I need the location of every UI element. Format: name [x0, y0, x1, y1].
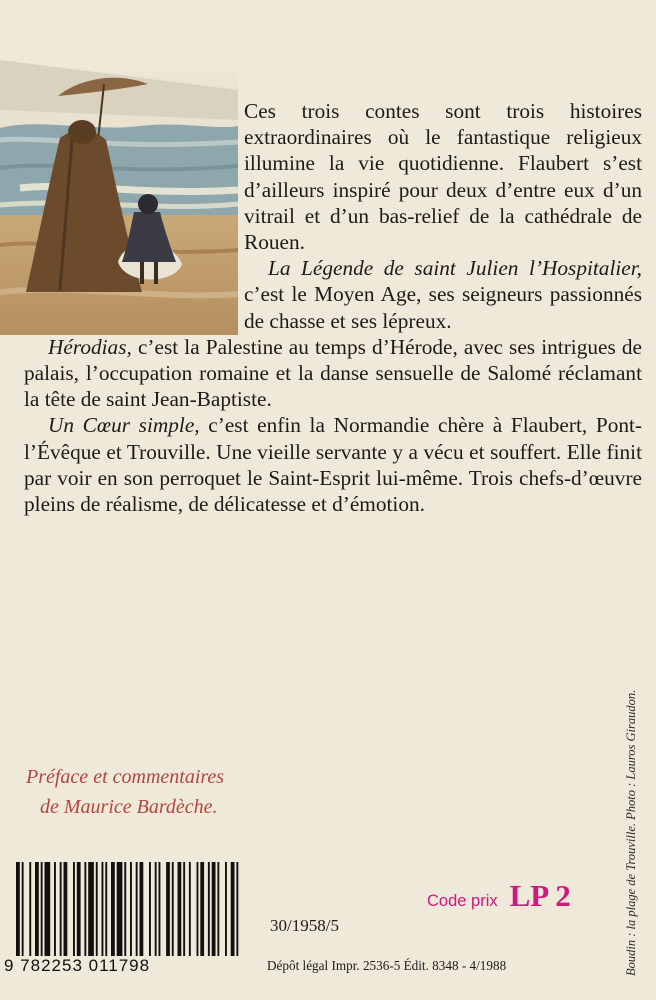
barcode-bar — [64, 862, 68, 958]
legal-deposit: Dépôt légal Impr. 2536-5 Édit. 8348 - 4/1988 — [267, 958, 507, 973]
barcode-bar — [102, 862, 104, 958]
barcode-bar — [183, 862, 185, 958]
barcode-bar — [149, 862, 151, 958]
barcode-bar — [212, 862, 216, 958]
barcode-bar — [16, 862, 20, 958]
barcode-bar — [225, 862, 227, 958]
barcode-bar — [41, 862, 43, 958]
preface-credit — [26, 762, 224, 822]
barcode-bar — [84, 862, 86, 958]
saint-julien-title: La Légende de saint Julien l’Hospitalier, — [268, 256, 642, 281]
preface-line-1: Préface et commentaires — [26, 766, 225, 788]
barcode-bar — [96, 862, 98, 958]
herodias-title: Hérodias, — [48, 334, 132, 359]
barcode-bar — [88, 862, 94, 958]
barcode-bar — [231, 862, 235, 958]
barcode-bar — [73, 862, 75, 958]
barcode-bar — [172, 862, 174, 958]
price-code — [427, 878, 571, 914]
barcode-bar — [54, 862, 56, 958]
barcode-bar — [217, 862, 219, 958]
barcode-bars — [4, 862, 248, 958]
barcode-bar — [105, 862, 107, 958]
isbn-digits: 9 782253 011798 — [4, 956, 248, 978]
barcode-bar — [111, 862, 115, 958]
coeur-simple-text: c’est enfin la Normandie chère à Flaubert, Pont-l’Évêque et Trouville. Une vieille servante y a vécu et souffert. Elle finit par voir en son perroquet le Saint-Esprit lui-même. Trois chefs-d’œuvre pleins de réalisme, de délicatesse et d’émotion. — [24, 413, 643, 517]
barcode-bar — [197, 862, 199, 958]
herodias-text: c’est la Palestine au temps d’Hérode, avec ses intrigues de palais, l’occupation romaine et la danse sensuelle de Salomé réclamant la tête de saint Jean-Baptiste. — [24, 334, 642, 412]
blurb-saint-julien — [244, 255, 642, 334]
blurb-herodias — [24, 334, 642, 413]
preface-line-2: de Maurice Bardèche. — [40, 796, 218, 818]
barcode-bar — [22, 862, 24, 958]
barcode-bar — [136, 862, 138, 958]
barcode-bar — [29, 862, 31, 958]
barcode-bar — [155, 862, 157, 958]
back-cover-blurb — [24, 98, 642, 517]
barcode-bar — [35, 862, 39, 958]
barcode-bar — [208, 862, 210, 958]
barcode-bar — [140, 862, 144, 958]
barcode-bar — [130, 862, 132, 958]
barcode-bar — [200, 862, 204, 958]
barcode-bar — [178, 862, 182, 958]
coeur-simple-title: Un Cœur simple, — [48, 413, 200, 438]
blurb-intro: Ces trois contes sont trois histoires extraordinaires où le fantastique religieux illumine la vie quotidienne. Flaubert s’est d’ailleurs inspiré pour deux d’entre eux d’un vitrail et d’un bas-relief de la cathédrale de Rouen. — [244, 99, 642, 255]
blurb-coeur-simple — [24, 412, 642, 517]
catalog-number: 30/1958/5 — [270, 916, 339, 935]
barcode-bar — [189, 862, 191, 958]
barcode-bar — [124, 862, 126, 958]
price-code-value: LP 2 — [509, 878, 571, 913]
barcode-bar — [117, 862, 123, 958]
barcode-bar — [77, 862, 81, 958]
barcode-bar — [159, 862, 161, 958]
barcode-bar — [236, 862, 238, 958]
barcode-bar — [45, 862, 51, 958]
barcode-bar — [166, 862, 170, 958]
photo-credit: Boudin : la plage de Trouville. Photo : Lauros Giraudon. — [624, 689, 638, 976]
barcode-bar — [60, 862, 62, 958]
price-code-label: Code prix — [427, 892, 498, 910]
saint-julien-text: c’est le Moyen Age, ses seigneurs passionnés de chasse et ses lépreux. — [244, 282, 642, 333]
